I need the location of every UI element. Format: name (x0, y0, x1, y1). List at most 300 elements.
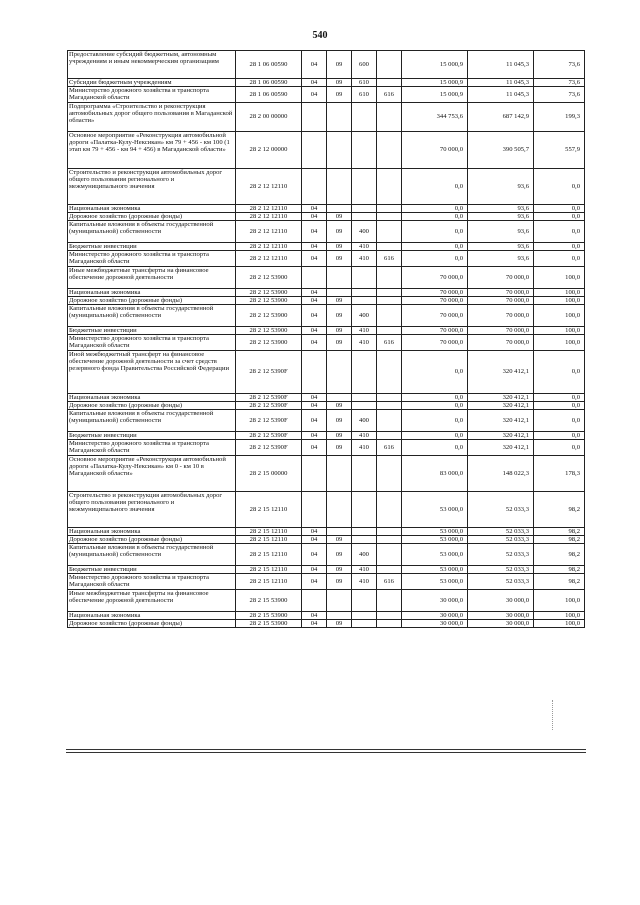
table-row (68, 131, 585, 168)
cell-percent: 0,0 (534, 243, 585, 251)
cell-code: 28 1 06 00590 (236, 87, 302, 102)
table-row (68, 51, 585, 79)
cell-expense-type (352, 619, 377, 627)
cell-code: 28 2 12 12110 (236, 204, 302, 212)
cell-admin-code: 616 (377, 574, 402, 589)
cell-admin-code (377, 527, 402, 535)
cell-subsection: 09 (327, 296, 352, 304)
cell-plan: 15 000,9 (402, 51, 468, 79)
cell-actual: 93,6 (468, 243, 534, 251)
cell-percent: 0,0 (534, 204, 585, 212)
cell-admin-code (377, 619, 402, 627)
table-row (68, 251, 585, 266)
cell-section: 04 (302, 327, 327, 335)
cell-code: 28 2 15 53900 (236, 589, 302, 611)
cell-plan: 30 000,0 (402, 611, 468, 619)
cell-subsection: 09 (327, 251, 352, 266)
cell-section: 04 (302, 527, 327, 535)
cell-admin-code (377, 491, 402, 527)
table-row (68, 296, 585, 304)
cell-section (302, 589, 327, 611)
table-row (68, 87, 585, 102)
cell-subsection (327, 204, 352, 212)
cell-expense-type: 400 (352, 305, 377, 327)
table-row (68, 79, 585, 87)
cell-name: Основное мероприятие «Реконструкция автомобильной дороги «Палатка-Кулу-Нексикан» км 0 - км 10 в Магаданской области» (68, 455, 236, 491)
cell-plan: 53 000,0 (402, 544, 468, 566)
table-row (68, 243, 585, 251)
cell-actual: 52 033,3 (468, 574, 534, 589)
cell-subsection: 09 (327, 401, 352, 409)
cell-percent: 98,2 (534, 535, 585, 543)
cell-code: 28 2 12 53900 (236, 296, 302, 304)
cell-admin-code (377, 243, 402, 251)
cell-name: Министерство дорожного хозяйства и транспорта Магаданской области (68, 574, 236, 589)
cell-percent: 557,9 (534, 131, 585, 168)
cell-subsection (327, 350, 352, 393)
cell-expense-type: 400 (352, 544, 377, 566)
cell-plan: 30 000,0 (402, 619, 468, 627)
cell-plan: 53 000,0 (402, 566, 468, 574)
cell-subsection: 09 (327, 327, 352, 335)
cell-percent: 199,3 (534, 102, 585, 131)
cell-code: 28 2 15 12110 (236, 544, 302, 566)
cell-actual: 52 033,3 (468, 535, 534, 543)
cell-name: Субсидии бюджетным учреждениям (68, 79, 236, 87)
cell-name: Министерство дорожного хозяйства и транспорта Магаданской области (68, 440, 236, 455)
cell-name: Иные межбюджетные трансферты на финансовое обеспечение дорожной деятельности (68, 266, 236, 288)
cell-section: 04 (302, 335, 327, 350)
cell-section: 04 (302, 401, 327, 409)
cell-percent: 100,0 (534, 327, 585, 335)
cell-percent: 100,0 (534, 288, 585, 296)
cell-percent: 100,0 (534, 296, 585, 304)
cell-percent: 98,2 (534, 527, 585, 535)
cell-name: Бюджетные инвестиции (68, 243, 236, 251)
cell-name: Капитальные вложения в объекты государственной (муниципальной) собственности (68, 221, 236, 243)
cell-name: Капитальные вложения в объекты государственной (муниципальной) собственности (68, 410, 236, 432)
cell-expense-type: 410 (352, 566, 377, 574)
cell-expense-type: 410 (352, 574, 377, 589)
cell-name: Дорожное хозяйство (дорожные фонды) (68, 212, 236, 220)
cell-section: 04 (302, 79, 327, 87)
cell-subsection: 09 (327, 432, 352, 440)
cell-code: 28 2 12 53900 (236, 266, 302, 288)
cell-code: 28 2 12 12110 (236, 221, 302, 243)
cell-actual: 93,6 (468, 204, 534, 212)
cell-percent: 0,0 (534, 393, 585, 401)
cell-name: Капитальные вложения в объекты государственной (муниципальной) собственности (68, 544, 236, 566)
cell-percent: 0,0 (534, 432, 585, 440)
cell-actual: 320 412,1 (468, 393, 534, 401)
cell-code: 28 2 12 53900 (236, 288, 302, 296)
cell-subsection: 09 (327, 335, 352, 350)
cell-actual: 52 033,3 (468, 544, 534, 566)
cell-percent: 0,0 (534, 168, 585, 204)
cell-actual: 390 505,7 (468, 131, 534, 168)
cell-subsection: 09 (327, 440, 352, 455)
cell-name: Национальная экономика (68, 527, 236, 535)
cell-actual: 30 000,0 (468, 611, 534, 619)
cell-expense-type (352, 401, 377, 409)
cell-actual: 70 000,0 (468, 305, 534, 327)
cell-name: Министерство дорожного хозяйства и транспорта Магаданской области (68, 335, 236, 350)
cell-admin-code (377, 266, 402, 288)
cell-plan: 344 753,6 (402, 102, 468, 131)
cell-admin-code (377, 455, 402, 491)
cell-plan: 0,0 (402, 204, 468, 212)
table-row (68, 221, 585, 243)
cell-subsection: 09 (327, 305, 352, 327)
table-row (68, 440, 585, 455)
cell-admin-code: 616 (377, 335, 402, 350)
cell-subsection (327, 527, 352, 535)
cell-code: 28 2 15 12110 (236, 566, 302, 574)
cell-subsection (327, 491, 352, 527)
cell-code: 28 2 12 53900 (236, 335, 302, 350)
cell-name: Бюджетные инвестиции (68, 566, 236, 574)
cell-plan: 70 000,0 (402, 327, 468, 335)
cell-name: Капитальные вложения в объекты государственной (муниципальной) собственности (68, 305, 236, 327)
cell-subsection: 09 (327, 410, 352, 432)
cell-name: Национальная экономика (68, 288, 236, 296)
table-row (68, 566, 585, 574)
cell-code: 28 1 06 00590 (236, 51, 302, 79)
cell-section: 04 (302, 566, 327, 574)
cell-expense-type: 410 (352, 440, 377, 455)
cell-subsection (327, 288, 352, 296)
cell-admin-code (377, 288, 402, 296)
cell-subsection (327, 131, 352, 168)
cell-actual: 320 412,1 (468, 401, 534, 409)
cell-plan: 70 000,0 (402, 296, 468, 304)
cell-section (302, 168, 327, 204)
cell-code: 28 2 15 00000 (236, 455, 302, 491)
cell-admin-code (377, 79, 402, 87)
cell-section: 04 (302, 410, 327, 432)
footer-rule-top (66, 749, 586, 750)
cell-name: Дорожное хозяйство (дорожные фонды) (68, 535, 236, 543)
cell-admin-code (377, 212, 402, 220)
cell-percent: 100,0 (534, 589, 585, 611)
table-body (68, 51, 585, 628)
cell-name: Министерство дорожного хозяйства и транспорта Магаданской области (68, 251, 236, 266)
cell-plan: 70 000,0 (402, 335, 468, 350)
cell-section: 04 (302, 51, 327, 79)
cell-subsection (327, 102, 352, 131)
cell-section: 04 (302, 432, 327, 440)
cell-subsection: 09 (327, 79, 352, 87)
cell-plan: 0,0 (402, 251, 468, 266)
cell-section: 04 (302, 619, 327, 627)
cell-percent: 0,0 (534, 410, 585, 432)
cell-plan: 0,0 (402, 350, 468, 393)
page-number: 540 (312, 30, 328, 41)
cell-name: Дорожное хозяйство (дорожные фонды) (68, 296, 236, 304)
cell-section: 04 (302, 243, 327, 251)
cell-actual: 320 412,1 (468, 410, 534, 432)
table-row (68, 544, 585, 566)
cell-section: 04 (302, 544, 327, 566)
cell-code: 28 2 12 5390F (236, 393, 302, 401)
cell-expense-type (352, 527, 377, 535)
cell-actual: 70 000,0 (468, 266, 534, 288)
cell-subsection: 09 (327, 544, 352, 566)
cell-admin-code (377, 535, 402, 543)
table-row (68, 401, 585, 409)
table-row (68, 288, 585, 296)
cell-plan: 15 000,9 (402, 87, 468, 102)
table-row (68, 455, 585, 491)
margin-dots (552, 700, 554, 730)
cell-actual: 30 000,0 (468, 619, 534, 627)
cell-actual: 30 000,0 (468, 589, 534, 611)
cell-actual: 52 033,3 (468, 566, 534, 574)
cell-expense-type (352, 611, 377, 619)
cell-expense-type: 610 (352, 79, 377, 87)
cell-expense-type: 610 (352, 87, 377, 102)
cell-actual: 320 412,1 (468, 440, 534, 455)
cell-code: 28 2 12 5390F (236, 440, 302, 455)
cell-code: 28 2 15 53900 (236, 619, 302, 627)
cell-name: Дорожное хозяйство (дорожные фонды) (68, 401, 236, 409)
cell-expense-type (352, 212, 377, 220)
cell-percent: 100,0 (534, 611, 585, 619)
cell-percent: 100,0 (534, 305, 585, 327)
cell-code: 28 2 12 5390F (236, 350, 302, 393)
cell-section: 04 (302, 87, 327, 102)
cell-plan: 0,0 (402, 393, 468, 401)
cell-actual: 11 045,3 (468, 51, 534, 79)
cell-admin-code (377, 305, 402, 327)
cell-admin-code (377, 221, 402, 243)
cell-plan: 0,0 (402, 212, 468, 220)
cell-code: 28 2 12 5390F (236, 410, 302, 432)
cell-actual: 52 033,3 (468, 491, 534, 527)
cell-code: 28 2 12 12110 (236, 251, 302, 266)
cell-code: 28 2 15 12110 (236, 574, 302, 589)
cell-section (302, 491, 327, 527)
cell-admin-code (377, 566, 402, 574)
cell-name: Подпрограмма «Строительство и реконструкция автомобильных дорог общего пользования в Магаданской области» (68, 102, 236, 131)
cell-percent: 0,0 (534, 401, 585, 409)
cell-plan: 53 000,0 (402, 491, 468, 527)
cell-expense-type: 600 (352, 51, 377, 79)
cell-actual: 70 000,0 (468, 296, 534, 304)
cell-name: Министерство дорожного хозяйства и транспорта Магаданской области (68, 87, 236, 102)
cell-subsection (327, 266, 352, 288)
table-row (68, 574, 585, 589)
cell-actual: 52 033,3 (468, 527, 534, 535)
cell-expense-type (352, 455, 377, 491)
cell-percent: 98,2 (534, 491, 585, 527)
cell-plan: 0,0 (402, 221, 468, 243)
cell-percent: 73,6 (534, 51, 585, 79)
cell-subsection: 09 (327, 619, 352, 627)
cell-percent: 100,0 (534, 619, 585, 627)
cell-percent: 100,0 (534, 335, 585, 350)
cell-admin-code (377, 131, 402, 168)
cell-admin-code (377, 102, 402, 131)
cell-section: 04 (302, 288, 327, 296)
table-row (68, 589, 585, 611)
cell-plan: 0,0 (402, 432, 468, 440)
cell-name: Строительство и реконструкция автомобильных дорог общего пользования регионального и межмуниципального значения (68, 491, 236, 527)
cell-expense-type: 400 (352, 221, 377, 243)
cell-plan: 70 000,0 (402, 288, 468, 296)
table-row (68, 410, 585, 432)
cell-section: 04 (302, 251, 327, 266)
cell-admin-code: 616 (377, 440, 402, 455)
cell-expense-type (352, 393, 377, 401)
cell-code: 28 2 12 53900 (236, 327, 302, 335)
cell-actual: 320 412,1 (468, 432, 534, 440)
cell-code: 28 2 12 53900 (236, 305, 302, 327)
cell-name: Предоставление субсидий бюджетным, автономным учреждениям и иным некоммерческим организациям (68, 51, 236, 79)
cell-plan: 0,0 (402, 440, 468, 455)
table-row (68, 327, 585, 335)
cell-name: Иные межбюджетные трансферты на финансовое обеспечение дорожной деятельности (68, 589, 236, 611)
table-row (68, 204, 585, 212)
cell-expense-type (352, 288, 377, 296)
cell-percent: 73,6 (534, 79, 585, 87)
cell-percent: 98,2 (534, 566, 585, 574)
cell-subsection (327, 611, 352, 619)
table-row (68, 305, 585, 327)
cell-percent: 73,6 (534, 87, 585, 102)
cell-admin-code (377, 544, 402, 566)
cell-section: 04 (302, 535, 327, 543)
cell-expense-type (352, 296, 377, 304)
cell-code: 28 2 12 00000 (236, 131, 302, 168)
cell-section: 04 (302, 440, 327, 455)
cell-expense-type: 410 (352, 243, 377, 251)
cell-percent: 100,0 (534, 266, 585, 288)
cell-expense-type: 410 (352, 251, 377, 266)
cell-expense-type (352, 535, 377, 543)
cell-expense-type (352, 131, 377, 168)
cell-expense-type (352, 589, 377, 611)
cell-admin-code (377, 393, 402, 401)
cell-code: 28 2 12 5390F (236, 401, 302, 409)
cell-percent: 0,0 (534, 212, 585, 220)
cell-percent: 0,0 (534, 440, 585, 455)
cell-section: 04 (302, 574, 327, 589)
cell-expense-type (352, 102, 377, 131)
cell-code: 28 2 12 12110 (236, 168, 302, 204)
cell-name: Иной межбюджетный трансферт на финансовое обеспечение дорожной деятельности за счет средств резервного фонда Правительства Российской Федерации (68, 350, 236, 393)
cell-plan: 15 000,9 (402, 79, 468, 87)
cell-actual: 93,6 (468, 251, 534, 266)
cell-code: 28 2 15 12110 (236, 491, 302, 527)
cell-section (302, 350, 327, 393)
cell-subsection: 09 (327, 243, 352, 251)
cell-subsection (327, 393, 352, 401)
cell-plan: 0,0 (402, 243, 468, 251)
cell-plan: 0,0 (402, 410, 468, 432)
cell-admin-code: 616 (377, 87, 402, 102)
cell-name: Бюджетные инвестиции (68, 432, 236, 440)
cell-admin-code (377, 51, 402, 79)
table-row (68, 266, 585, 288)
cell-plan: 70 000,0 (402, 131, 468, 168)
cell-plan: 0,0 (402, 168, 468, 204)
cell-actual: 70 000,0 (468, 288, 534, 296)
cell-section: 04 (302, 305, 327, 327)
cell-expense-type: 410 (352, 335, 377, 350)
cell-subsection: 09 (327, 566, 352, 574)
cell-section: 04 (302, 393, 327, 401)
cell-actual: 70 000,0 (468, 327, 534, 335)
table-row (68, 491, 585, 527)
cell-subsection: 09 (327, 212, 352, 220)
cell-percent: 0,0 (534, 350, 585, 393)
table-row (68, 527, 585, 535)
cell-admin-code (377, 204, 402, 212)
cell-name: Национальная экономика (68, 611, 236, 619)
cell-admin-code (377, 327, 402, 335)
cell-plan: 30 000,0 (402, 589, 468, 611)
budget-table (67, 50, 585, 628)
cell-subsection: 09 (327, 87, 352, 102)
cell-percent: 0,0 (534, 221, 585, 243)
cell-plan: 70 000,0 (402, 305, 468, 327)
cell-section (302, 102, 327, 131)
cell-section: 04 (302, 221, 327, 243)
cell-plan: 83 000,0 (402, 455, 468, 491)
cell-expense-type (352, 266, 377, 288)
cell-subsection: 09 (327, 221, 352, 243)
cell-code: 28 2 15 12110 (236, 535, 302, 543)
cell-code: 28 2 12 12110 (236, 243, 302, 251)
cell-code: 28 2 12 12110 (236, 212, 302, 220)
footer-rule-bottom (66, 752, 586, 753)
cell-expense-type (352, 491, 377, 527)
cell-actual: 11 045,3 (468, 87, 534, 102)
cell-plan: 53 000,0 (402, 527, 468, 535)
table-row (68, 102, 585, 131)
cell-percent: 98,2 (534, 544, 585, 566)
cell-expense-type: 410 (352, 327, 377, 335)
cell-section: 04 (302, 296, 327, 304)
cell-section (302, 131, 327, 168)
cell-name: Национальная экономика (68, 204, 236, 212)
cell-expense-type: 410 (352, 432, 377, 440)
cell-subsection (327, 589, 352, 611)
cell-percent: 0,0 (534, 251, 585, 266)
cell-code: 28 2 00 00000 (236, 102, 302, 131)
cell-name: Дорожное хозяйство (дорожные фонды) (68, 619, 236, 627)
cell-name: Основное мероприятие «Реконструкция автомобильной дороги «Палатка-Кулу-Нексикан» км 79 + 456 - км 100 (1 этап км 79 + 456 - км 94 + 456) в Магаданской области» (68, 131, 236, 168)
cell-subsection (327, 455, 352, 491)
table-row (68, 212, 585, 220)
cell-admin-code (377, 611, 402, 619)
table-row (68, 535, 585, 543)
cell-section: 04 (302, 212, 327, 220)
cell-subsection (327, 168, 352, 204)
cell-name: Строительство и реконструкция автомобильных дорог общего пользования регионального и межмуниципального значения (68, 168, 236, 204)
cell-actual: 11 045,3 (468, 79, 534, 87)
cell-code: 28 2 15 12110 (236, 527, 302, 535)
cell-expense-type: 400 (352, 410, 377, 432)
cell-admin-code (377, 432, 402, 440)
cell-actual: 687 142,9 (468, 102, 534, 131)
cell-plan: 53 000,0 (402, 535, 468, 543)
cell-percent: 178,3 (534, 455, 585, 491)
cell-admin-code (377, 350, 402, 393)
cell-actual: 320 412,1 (468, 350, 534, 393)
cell-expense-type (352, 350, 377, 393)
